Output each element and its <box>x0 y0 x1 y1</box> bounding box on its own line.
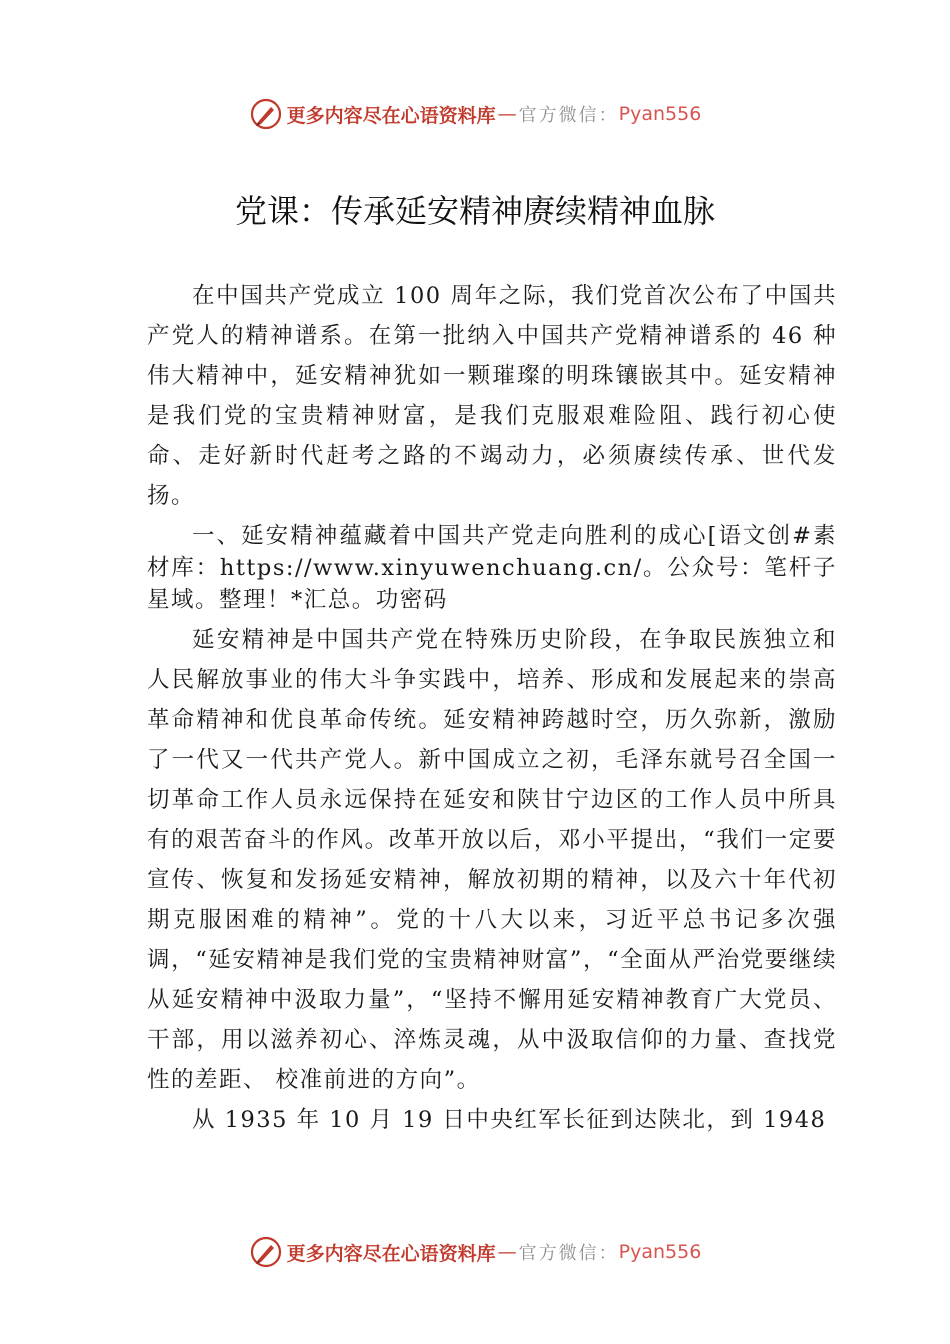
header-banner <box>0 94 950 134</box>
banner-label: 官方微信： <box>518 105 619 126</box>
paragraph-intro: 在中国共产党成立 100 周年之际，我们党首次公布了中国共产党人的精神谱系。在第一批纳入中国共产党精神谱系的 46 种伟大精神中，延安精神犹如一颗璀璨的明珠镶嵌其中。延安精神是我们党的宝贵精神财富，是我们克服艰难险阻、践行初心使命、走好新时代赶考之路的不竭动力，必须赓续传承、世代发扬。 <box>147 283 837 509</box>
banner-label: 官方微信： <box>518 1243 619 1264</box>
banner-handle: Pyan556 <box>618 1241 702 1263</box>
banner-dash: — <box>497 103 517 125</box>
paragraph-body: 延安精神是中国共产党在特殊历史阶段，在争取民族独立和人民解放事业的伟大斗争实践中，培养、形成和发展起来的崇高革命精神和优良革命传统。延安精神跨越时空，历久弥新，激励了一代又一代共产党人。新中国成立之初，毛泽东就号召全国一切革命工作人员永远保持在延安和陕甘宁边区的工作人员中所具有的艰苦奋斗的作风。改革开放以后，邓小平提出，“我们一定要宣传、恢复和发扬延安精神，解放初期的精神，以及六十年代初期克服困难的精神”。党的十八大以来，习近平总书记多次强调，“延安精神是我们党的宝贵精神财富”，“全面从严治党要继续从延安精神中汲取力量”，“坚持不懈用延安精神教育广大党员、干部，用以滋养初心、淬炼灵魂，从中汲取信仰的力量、查找党性的差距、 校准前进的方向”。 <box>147 627 837 1093</box>
document-title: 党课：传承延安精神赓续精神血脉 <box>234 192 715 230</box>
paragraph-continued: 从 1935 年 10 月 19 日中央红军长征到达陕北，到 1948 <box>192 1107 827 1133</box>
banner-handle: Pyan556 <box>618 103 702 125</box>
section-heading: 一、延安精神蕴藏着中国共产党走向胜利的成心[语文创#素材库：https://www.xinyuwenchuang.cn/。公众号：笔杆子星域。整理！*汇总。功密码 <box>147 523 837 613</box>
pen-logo-icon <box>249 1235 283 1269</box>
pen-logo-icon <box>249 97 283 131</box>
banner-dash: — <box>497 1241 517 1263</box>
banner-main-text: 更多内容尽在心语资料库 <box>286 1242 496 1265</box>
footer-banner <box>0 1232 950 1272</box>
document-body <box>147 276 837 1140</box>
banner-main-text: 更多内容尽在心语资料库 <box>286 104 496 127</box>
